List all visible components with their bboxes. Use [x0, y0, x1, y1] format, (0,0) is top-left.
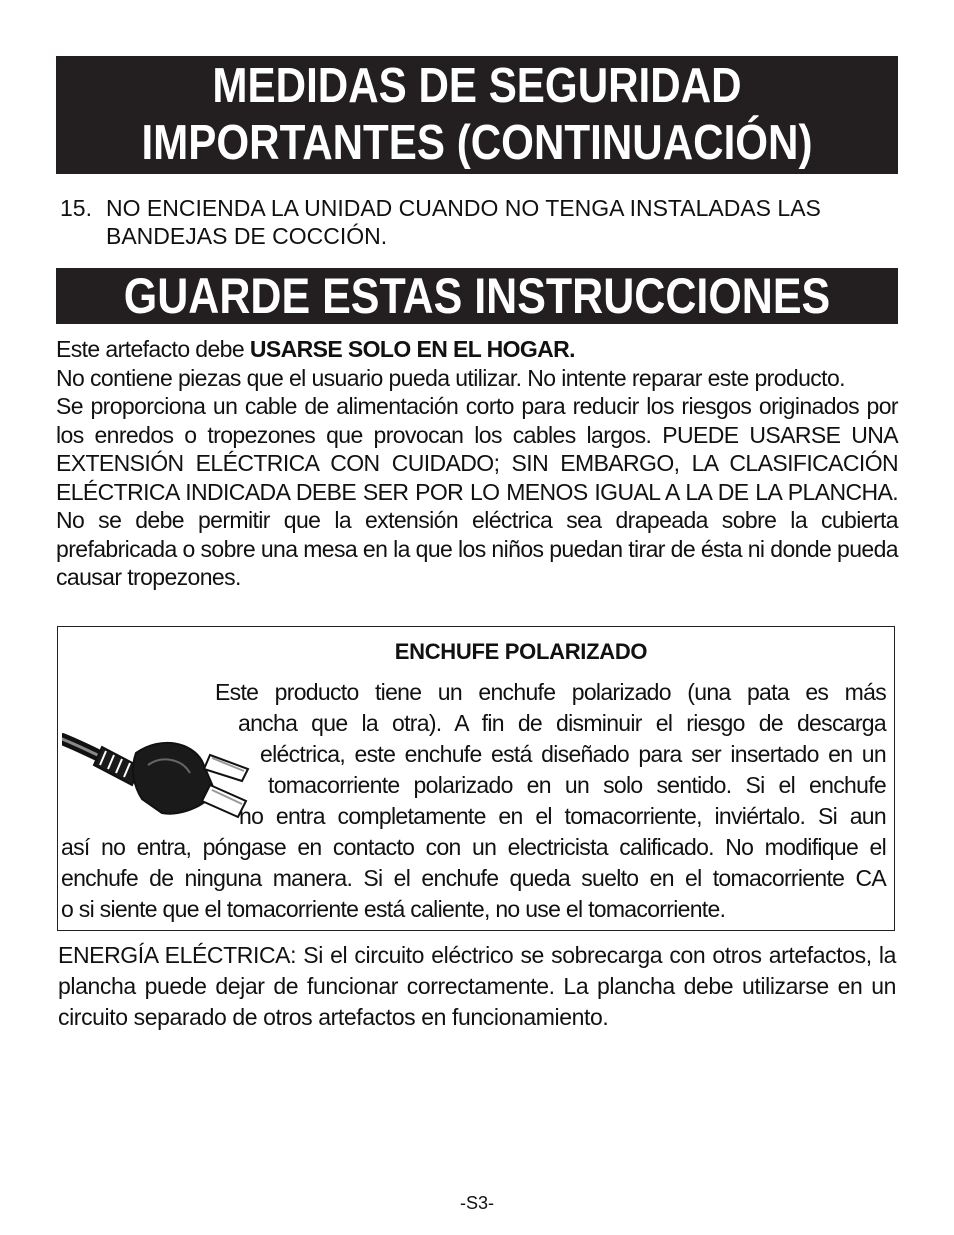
save-instructions-banner	[56, 268, 898, 324]
page-number: -S3-	[459, 1193, 494, 1213]
usage-lead: Este artefacto debe	[56, 336, 250, 362]
polarized-line-4: tomacorriente polarizado en un solo sentido. Si el enchufe	[268, 772, 886, 798]
usage-line-2: No contiene piezas que el usuario pueda utilizar. No intente reparar este producto.	[56, 364, 845, 391]
electrical-energy-paragraph	[58, 940, 896, 1033]
polarized-line-5: no entra completamente en el tomacorriente, inviértalo. Si aun	[239, 803, 886, 829]
usage-line-3: Se proporciona un cable de alimentación corto para reducir los riesgos originados por los enredos o tropezones que provocan los cables largos. PUEDE USARSE UNA EXTENSIÓN ELÉCTRICA CON CUIDADO; SIN EMBARGO, LA CLASIFICACIÓN ELÉCTRICA INDICADA DEBE SER POR LO MENOS IGUAL A LA DE LA PLANCHA. No se debe permitir que la extensión eléctrica sea drapeada sobre la cubierta prefabricada o sobre una mesa en la que los niños puedan tirar de ésta ni donde pueda causar tropezones.	[56, 393, 898, 590]
header-title-line-1: MEDIDAS DE SEGURIDAD	[212, 59, 742, 113]
polarized-line-7: enchufe de ninguna manera. Si el enchufe queda suelto en el tomacorriente CA	[61, 865, 886, 891]
electrical-energy-text: Si el circuito eléctrico se sobrecarga con otros artefactos, la plancha puede dejar de funcionar correctamente. La plancha debe utilizarse en un circuito separado de otros artefactos en funcionamiento.	[58, 942, 896, 1030]
list-item-number: 15.	[60, 195, 92, 221]
polarized-line-6: así no entra, póngase en contacto con un electricista calificado. No modifique el	[61, 834, 886, 860]
electrical-energy-lead: ENERGÍA ELÉCTRICA:	[58, 942, 297, 968]
polarized-line-3: eléctrica, este enchufe está diseñado para ser insertado en un	[260, 741, 886, 767]
usage-bold: USARSE SOLO EN EL HOGAR.	[249, 336, 575, 362]
polarized-line-8: o si siente que el tomacorriente está caliente, no use el tomacorriente.	[61, 896, 726, 922]
polarized-plug-title: ENCHUFE POLARIZADO	[394, 639, 648, 664]
usage-paragraph	[56, 335, 898, 592]
polarized-line-2: ancha que la otra). A fin de disminuir el riesgo de descarga	[238, 710, 886, 736]
save-instructions-title: GUARDE ESTAS INSTRUCCIONES	[123, 268, 831, 324]
polarized-line-1: Este producto tiene un enchufe polarizado (una pata es más	[215, 679, 886, 705]
list-item-text: NO ENCIENDA LA UNIDAD CUANDO NO TENGA INSTALADAS LAS BANDEJAS DE COCCIÓN.	[106, 195, 821, 249]
polarized-plug-box	[57, 626, 895, 931]
usage-line-1	[56, 335, 898, 364]
header-banner	[56, 56, 898, 174]
header-title-line-2: IMPORTANTES (CONTINUACIÓN)	[141, 116, 813, 170]
